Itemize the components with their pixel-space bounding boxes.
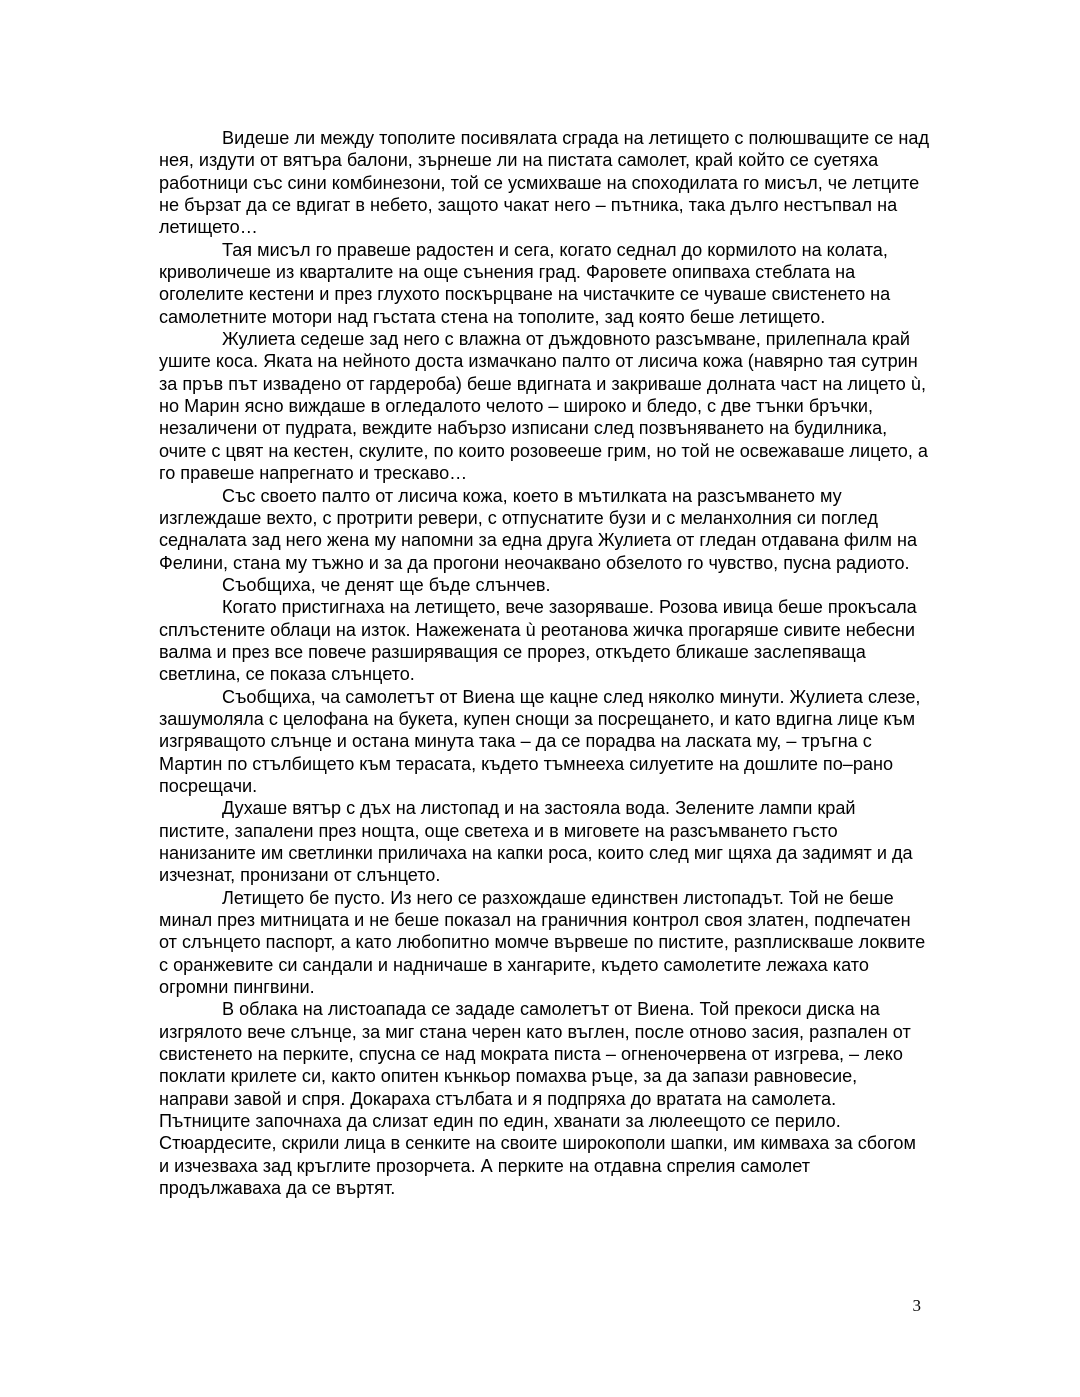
paragraph: Съобщиха, че денят ще бъде слънчев. [222, 574, 551, 595]
paragraph: Тая мисъл го правеше радостен и сега, когато седнал до кормилото на колата, криволичеше из кварталите на още сънения град. Фаровете опипваха стеблата на оголелите кестени и през глухото поскърцване на чистачките се чуваше свистенето на самолетните мотори над гъстата стена на тополите, зад която беше летището. [159, 239, 891, 327]
paragraph: Летището бе пусто. Из него се разхождаше единствен листопадът. Той не беше минал през митницата и не беше показал на граничния контрол своя златен, подпечатен от слънцето паспорт, а като любопитно момче вървеше по пистите, разплискваше локвите с оранжевите си сандали и надничаше в хангарите, където самолетите лежаха като огромни пингвини. [159, 887, 926, 998]
paragraph: Видеше ли между тополите посивялата сграда на летището с полюшващите се над нея, издути от вятъра балони, зърнеше ли на пистата самолет, край който се суетяха работници със сини комбинезони, той се усмихваше на споходилата го мисъл, че летците не бързат да се вдигат в небето, защото чакат него – пътника, така дълго нестъпвал на летището… [159, 128, 929, 238]
paragraph: Съобщиха, ча самолетът от Виена ще кацне след няколко минути. Жулиета слезе, зашумоляла с целофана на букета, купен снощи за посрещането, и като вдигна лице към изгряващото слънце и остана минута така – да се порадва на ласката му, – тръгна с Мартин по стълбището към терасата, където тъмнееха силуетите на дошлите по–рано посрещачи. [159, 686, 921, 796]
paragraph: Когато пристигнаха на летището, вече зазоряваше. Розова ивица беше прокъсала сплъстените облаци на изток. Нажежената ù реотанова жичка прогаряше сивите небесни валма и през все повече разширяващия се прорез, откъдето бликаше заслепяваща светлина, се показа слънцето. [159, 597, 917, 685]
paragraph: Жулиета седеше зад него с влажна от дъждовното разсъмване, прилепнала край ушите коса. Яката на нейното доста измачкано палто от лисича кожа (навярно тая сутрин за пръв път извадено от гардероба) беше вдигната и закриваше долната част на лицето ù, но Марин ясно виждаше в огледалото челото – широко и бледо, с две тънки бръчки, незаличени от пудрата, веждите набързо изписани след позвъняването на будилника, очите с цвят на кестен, скулите, по които розовееше грим, но той не освежаваше лицето, а го правеше напрегнато и трескаво… [159, 329, 928, 484]
paragraph: В облака на листоапада се зададе самолетът от Виена. Той прекоси диска на изгрялото вече слънце, за миг стана черен като въглен, после отново засия, разпален от свистенето на перките, спусна се над мократа писта – огненочервена от изгрева, – леко поклати крилете си, както опитен кънкьор помахва ръце, за да запази равновесие, направи завой и спря. Докараха стълбата и я подпряха до вратата на самолета. Пътниците започнаха да слизат един по един, хванати за люлеещото се перило. Стюардесите, скрили лица в сенките на своите широкополи шапки, им кимваха за сбогом и изчезваха зад кръглите прозорчета. А перките на отдавна спрелия самолет продължаваха да се въртят. [159, 999, 916, 1199]
body-text [159, 127, 929, 1200]
paragraph: Със своето палто от лисича кожа, което в мътилката на разсъмването му изглеждаше вехто, с протрити ревери, с отпуснатите бузи и с меланхолния си поглед седналата зад него жена му напомни за една друга Жулиета от гледан отдавана филм на Фелини, стана му тъжно и за да прогони неочаквано обзелото го чувство, пусна радиото. [159, 485, 918, 573]
page-number: 3 [912, 1296, 921, 1315]
paragraph: Духаше вятър с дъх на листопад и на застояла вода. Зелените лампи край пистите, запалени през нощта, още светеха и в миговете на разсъмването гъсто нанизаните им светлинки приличаха на капки роса, които след миг щяха да задимят и да изчезнат, пронизани от слънцето. [159, 798, 913, 886]
